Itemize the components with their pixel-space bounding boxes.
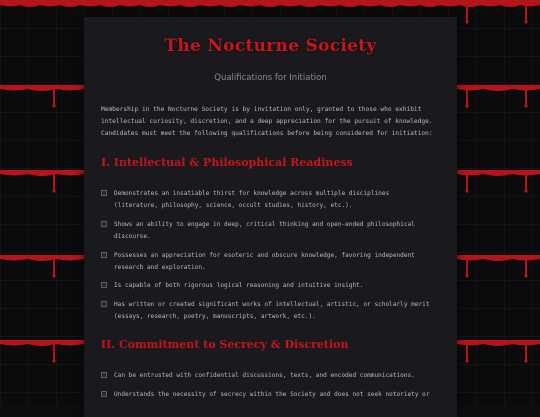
intro-paragraph: Membership in the Nocturne Society is by invitation only, granted to those who exhibit intellectual curiosity, discretion, and a deep appreciation for the pursuit of knowledge. Candidates must meet the following qualifications before being considered for initiation: (101, 106, 433, 137)
list-item-text: Demonstrates an insatiable thirst for knowledge across multiple disciplines (literature, philosophy, science, occult studies, history, etc.). (114, 190, 390, 209)
bullet-square-icon (101, 282, 107, 288)
list-item (101, 188, 436, 211)
section-title-intellectual: I. Intellectual & Philosophical Readiness (101, 156, 353, 169)
bullet-square-icon (101, 301, 107, 307)
list-item-text: Understands the necessity of secrecy within the Society and does not seek notoriety or (114, 391, 430, 398)
list-item (101, 299, 436, 322)
bullet-square-icon (101, 252, 107, 258)
bullet-square-icon (101, 391, 107, 397)
bullet-square-icon (101, 190, 107, 196)
list-item (101, 219, 436, 242)
list-item (101, 280, 436, 292)
list-item (101, 389, 436, 401)
bullet-square-icon (101, 221, 107, 227)
list-item-text: Possesses an appreciation for esoteric and obscure knowledge, favoring independent research and exploration. (114, 252, 415, 271)
bullet-square-icon (101, 372, 107, 378)
list-item-text: Can be entrusted with confidential discussions, texts, and encoded communications. (114, 372, 415, 379)
section-title-secrecy: II. Commitment to Secrecy & Discretion (101, 338, 349, 351)
page-subtitle: Qualifications for Initiation (214, 73, 327, 83)
document-panel (84, 17, 457, 417)
list-item-text: Has written or created significant works of intellectual, artistic, or scholarly merit (essays, research, poetry, manuscripts, artwork, etc.). (114, 301, 430, 320)
list-item (101, 370, 436, 382)
list-item (101, 250, 436, 273)
list-item-text: Is capable of both rigorous logical reasoning and intuitive insight. (114, 282, 364, 289)
list-item-text: Shows an ability to engage in deep, critical thinking and open-ended philosophical discourse. (114, 221, 415, 240)
page-title: The Nocturne Society (164, 36, 377, 56)
